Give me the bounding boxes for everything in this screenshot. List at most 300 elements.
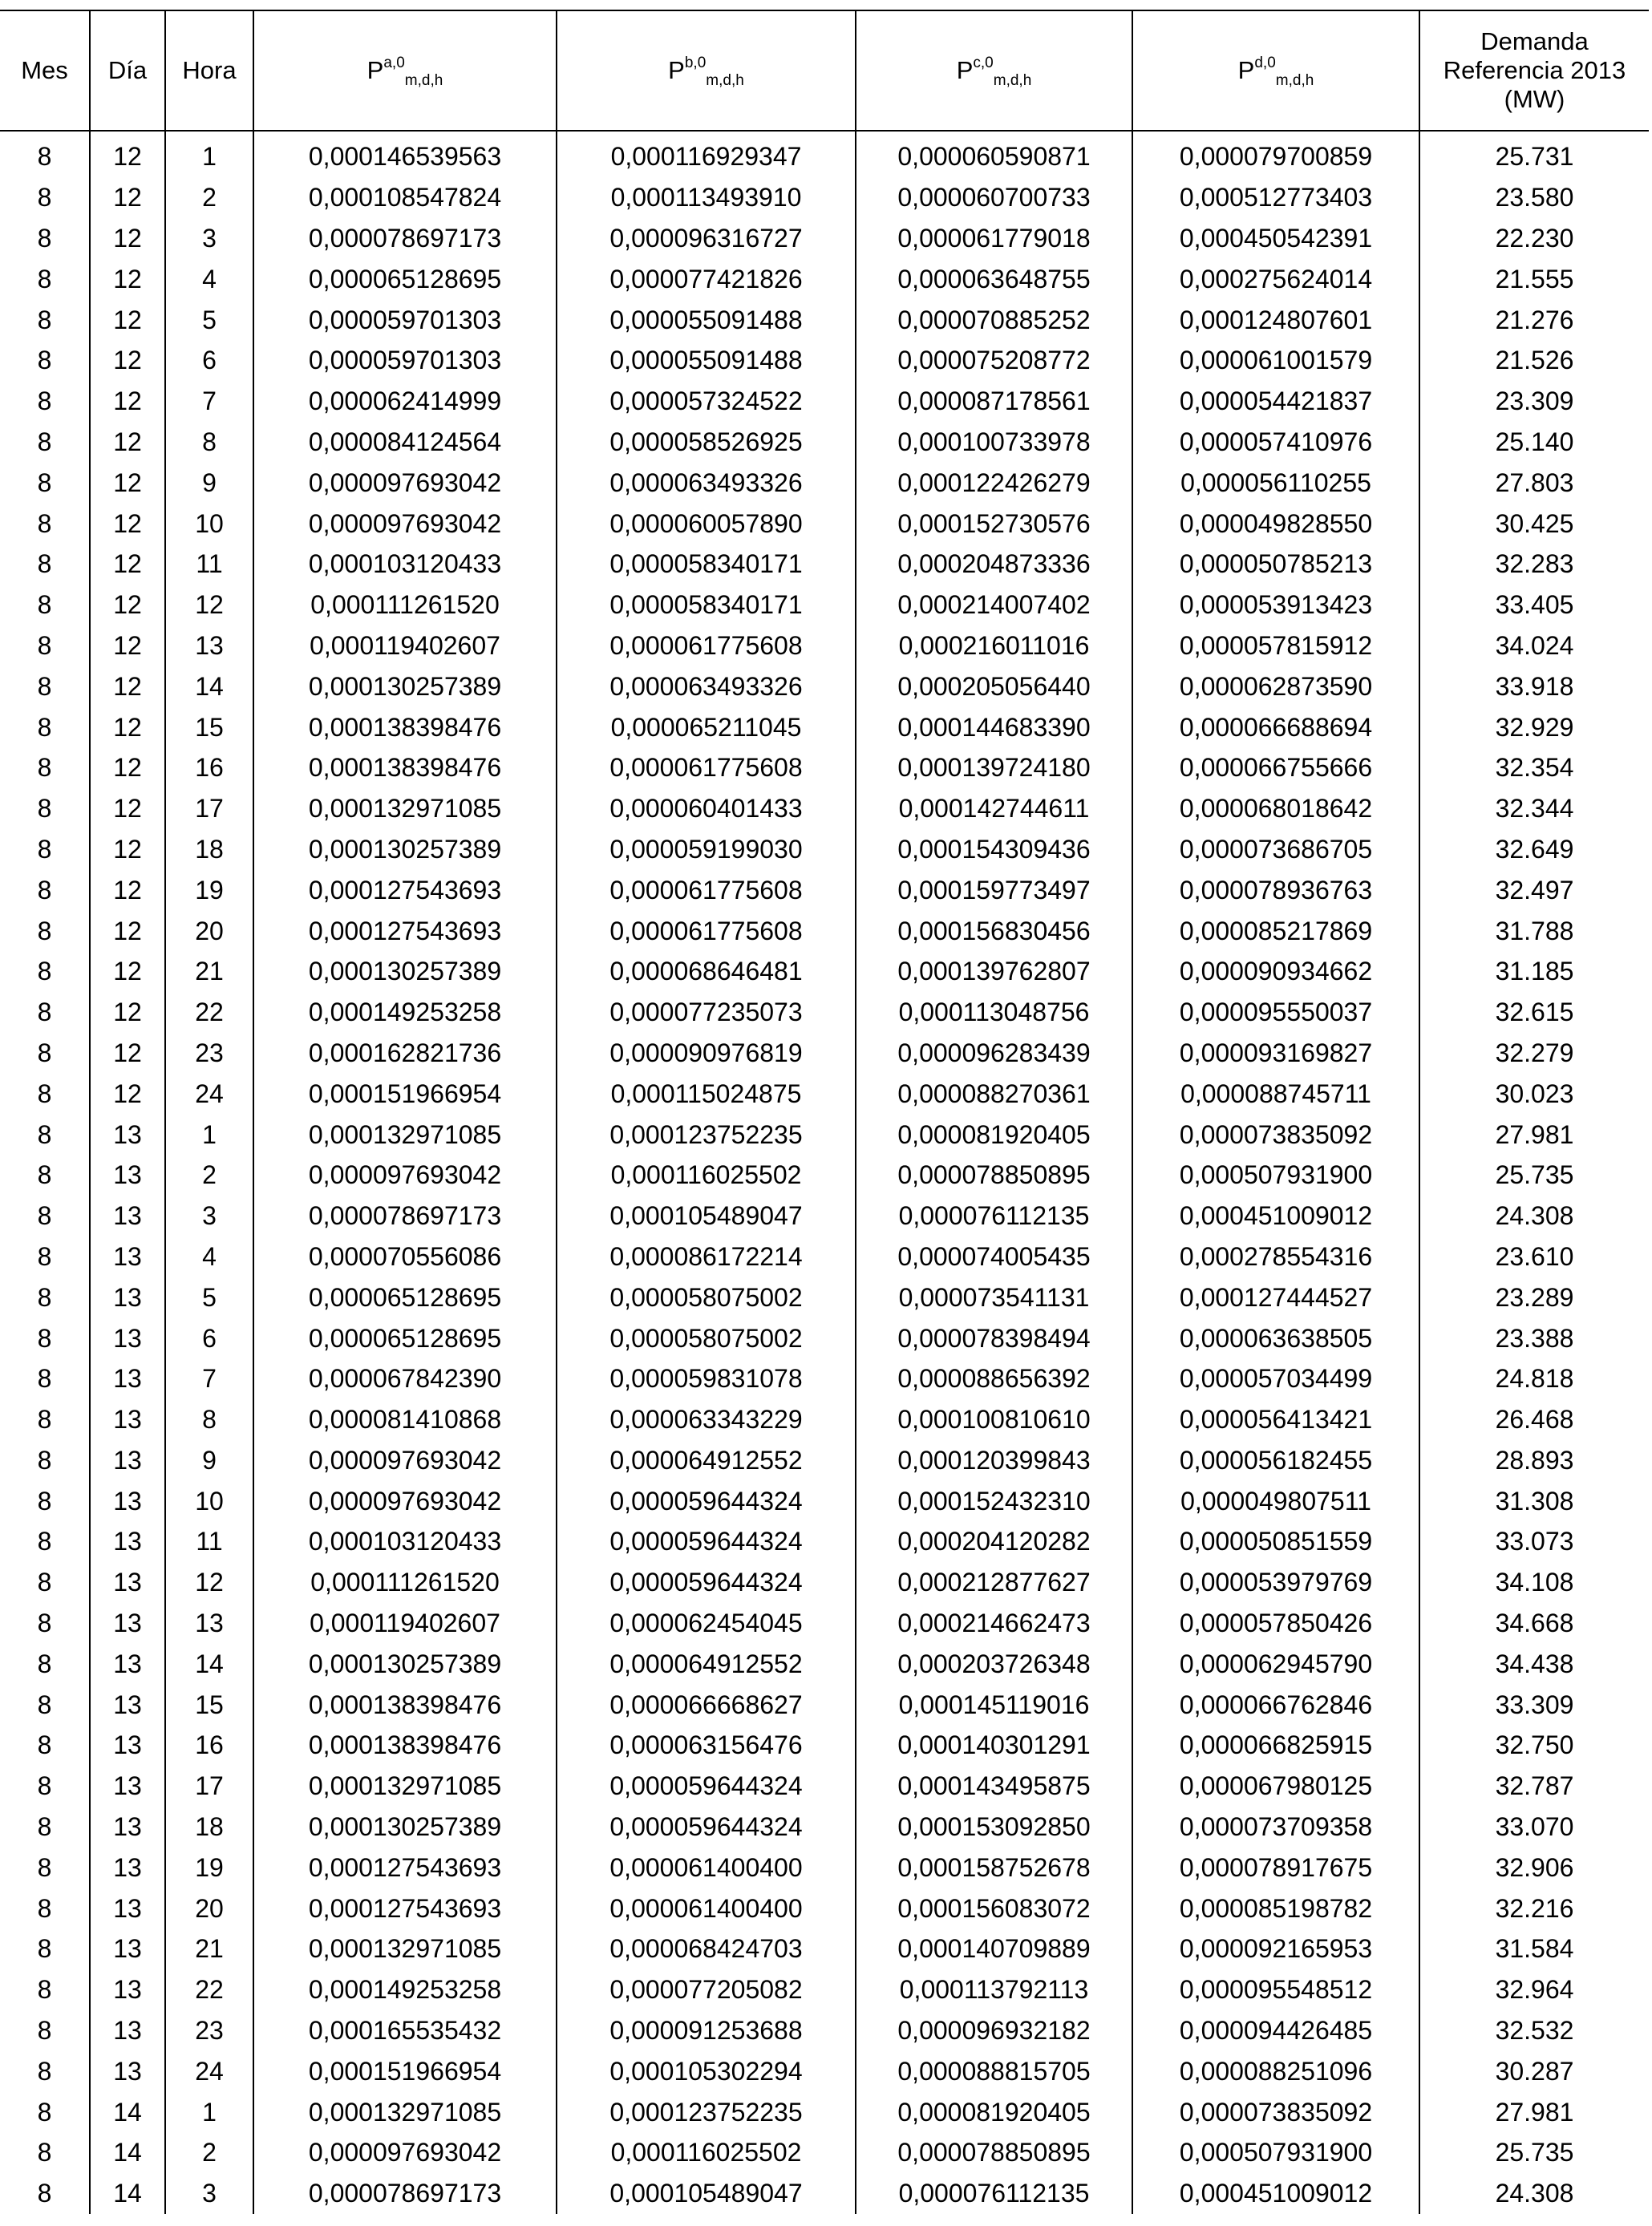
cell-hora: 15 [165, 1684, 253, 1725]
cell-demanda: 30.425 [1419, 503, 1649, 544]
cell-pb: 0,000064912552 [557, 1440, 856, 1481]
table-row [0, 1603, 1649, 1644]
cell-pa: 0,000132971085 [253, 2091, 557, 2132]
cell-mes: 8 [37, 2138, 52, 2167]
cell-demanda: 23.580 [1419, 177, 1649, 218]
cell-pb: 0,000059644324 [557, 1562, 856, 1603]
cell-pc: 0,000075208772 [856, 340, 1132, 381]
cell-pb: 0,000115024875 [557, 1073, 856, 1114]
cell-pa: 0,000059701303 [253, 340, 557, 381]
cell-pd: 0,000093169827 [1132, 1033, 1419, 1074]
cell-hora: 23 [165, 2010, 253, 2051]
header-row [0, 10, 1649, 131]
table-row [0, 503, 1649, 544]
cell-mes: 8 [37, 549, 52, 579]
cell-demanda: 28.893 [1419, 1440, 1649, 1481]
cell-pc: 0,000088270361 [856, 1073, 1132, 1114]
cell-dia: 13 [90, 1684, 165, 1725]
table-row [0, 1196, 1649, 1236]
table-row [0, 1236, 1649, 1277]
cell-pa: 0,000132971085 [253, 1766, 557, 1807]
cell-hora: 19 [165, 1847, 253, 1888]
cell-pb: 0,000060401433 [557, 788, 856, 829]
cell-mes: 8 [37, 1079, 52, 1108]
cell-pb: 0,000113493910 [557, 177, 856, 218]
cell-pa: 0,000119402607 [253, 625, 557, 666]
cell-hora: 5 [165, 299, 253, 340]
cell-pc: 0,000078850895 [856, 1155, 1132, 1196]
cell-demanda: 32.532 [1419, 2010, 1649, 2051]
table-row [0, 585, 1649, 625]
cell-dia: 13 [90, 1562, 165, 1603]
cell-mes: 8 [37, 1241, 52, 1271]
cell-demanda: 32.354 [1419, 747, 1649, 788]
header-dia: Día [90, 10, 165, 131]
cell-hora: 10 [165, 503, 253, 544]
cell-pd: 0,000085198782 [1132, 1888, 1419, 1929]
cell-pc: 0,000214007402 [856, 585, 1132, 625]
cell-hora: 2 [165, 1155, 253, 1196]
cell-pd: 0,000056182455 [1132, 1440, 1419, 1481]
cell-pc: 0,000113792113 [856, 1969, 1132, 2010]
cell-pd: 0,000073709358 [1132, 1807, 1419, 1848]
cell-pb: 0,000063156476 [557, 1725, 856, 1766]
cell-dia: 14 [90, 2091, 165, 2132]
table-row [0, 1766, 1649, 1807]
cell-mes: 8 [37, 183, 52, 212]
cell-hora: 11 [165, 1521, 253, 1562]
cell-demanda: 31.788 [1419, 910, 1649, 951]
table-row [0, 1969, 1649, 2010]
cell-dia: 13 [90, 1358, 165, 1399]
cell-mes: 8 [37, 264, 52, 293]
cell-mes: 8 [37, 2179, 52, 2208]
cell-demanda: 33.309 [1419, 1684, 1649, 1725]
cell-pc: 0,000100810610 [856, 1399, 1132, 1440]
cell-pc: 0,000156830456 [856, 910, 1132, 951]
cell-dia: 13 [90, 1399, 165, 1440]
cell-pb: 0,000105489047 [557, 1196, 856, 1236]
cell-hora: 6 [165, 1317, 253, 1358]
cell-dia: 13 [90, 1521, 165, 1562]
cell-pd: 0,000275624014 [1132, 258, 1419, 299]
table-row [0, 1725, 1649, 1766]
cell-demanda: 21.555 [1419, 258, 1649, 299]
header-pd-sup: d,0 [1254, 55, 1276, 71]
cell-hora: 8 [165, 1399, 253, 1440]
table-row [0, 544, 1649, 585]
cell-pa: 0,000070556086 [253, 1236, 557, 1277]
table-row [0, 1440, 1649, 1481]
cell-pd: 0,000090934662 [1132, 951, 1419, 992]
cell-demanda: 32.216 [1419, 1888, 1649, 1929]
cell-mes: 8 [37, 1486, 52, 1516]
cell-pd: 0,000124807601 [1132, 299, 1419, 340]
cell-demanda: 23.309 [1419, 381, 1649, 422]
cell-mes: 8 [37, 223, 52, 253]
cell-pa: 0,000081410868 [253, 1399, 557, 1440]
cell-mes: 8 [37, 1568, 52, 1597]
cell-hora: 2 [165, 2132, 253, 2173]
cell-pd: 0,000053913423 [1132, 585, 1419, 625]
header-pa-sub: m,d,h [404, 72, 443, 89]
cell-pd: 0,000057850426 [1132, 1603, 1419, 1644]
header-pc [856, 10, 1132, 131]
table-row [0, 422, 1649, 463]
cell-demanda: 33.070 [1419, 1807, 1649, 1848]
cell-pb: 0,000065211045 [557, 706, 856, 747]
header-demanda-line-2: Referencia 2013 [1443, 56, 1626, 84]
cell-mes: 8 [37, 1649, 52, 1678]
header-pc-base: P [956, 56, 974, 84]
cell-pc: 0,000156083072 [856, 1888, 1132, 1929]
cell-pb: 0,000059644324 [557, 1480, 856, 1521]
cell-hora: 16 [165, 1725, 253, 1766]
cell-pd: 0,000073835092 [1132, 2091, 1419, 2132]
table-row [0, 1277, 1649, 1317]
cell-dia: 12 [90, 218, 165, 259]
cell-pc: 0,000096283439 [856, 1033, 1132, 1074]
cell-pd: 0,000450542391 [1132, 218, 1419, 259]
cell-pc: 0,000159773497 [856, 869, 1132, 910]
cell-mes: 8 [37, 2056, 52, 2086]
cell-pc: 0,000081920405 [856, 2091, 1132, 2132]
cell-pc: 0,000078398494 [856, 1317, 1132, 1358]
cell-pc: 0,000088656392 [856, 1358, 1132, 1399]
cell-pc: 0,000073541131 [856, 1277, 1132, 1317]
cell-pa: 0,000130257389 [253, 1807, 557, 1848]
table-row [0, 1847, 1649, 1888]
cell-pc: 0,000158752678 [856, 1847, 1132, 1888]
header-pa-sup: a,0 [383, 55, 405, 71]
cell-pc: 0,000212877627 [856, 1562, 1132, 1603]
cell-hora: 7 [165, 1358, 253, 1399]
cell-hora: 18 [165, 1807, 253, 1848]
cell-mes: 8 [37, 957, 52, 986]
cell-hora: 22 [165, 1969, 253, 2010]
cell-demanda: 32.964 [1419, 1969, 1649, 2010]
cell-demanda: 25.731 [1419, 131, 1649, 177]
cell-pd: 0,000451009012 [1132, 1196, 1419, 1236]
cell-mes: 8 [37, 875, 52, 905]
cell-demanda: 31.308 [1419, 1480, 1649, 1521]
cell-pa: 0,000065128695 [253, 258, 557, 299]
cell-dia: 12 [90, 299, 165, 340]
cell-demanda: 32.929 [1419, 706, 1649, 747]
cell-mes: 8 [37, 671, 52, 701]
cell-pa: 0,000065128695 [253, 1317, 557, 1358]
cell-dia: 13 [90, 2010, 165, 2051]
cell-mes: 8 [37, 467, 52, 497]
cell-pa: 0,000132971085 [253, 788, 557, 829]
header-pd-sub: m,d,h [1275, 72, 1314, 89]
cell-hora: 15 [165, 706, 253, 747]
cell-demanda: 24.308 [1419, 2173, 1649, 2214]
cell-demanda: 33.073 [1419, 1521, 1649, 1562]
cell-pa: 0,000127543693 [253, 1888, 557, 1929]
cell-hora: 6 [165, 340, 253, 381]
table-row [0, 625, 1649, 666]
cell-pa: 0,000097693042 [253, 2132, 557, 2173]
cell-pc: 0,000205056440 [856, 666, 1132, 706]
cell-pc: 0,000100733978 [856, 422, 1132, 463]
cell-pa: 0,000097693042 [253, 1480, 557, 1521]
header-pb-base: P [668, 56, 685, 84]
cell-hora: 9 [165, 462, 253, 503]
table-row [0, 2091, 1649, 2132]
cell-pc: 0,000120399843 [856, 1440, 1132, 1481]
cell-dia: 13 [90, 1440, 165, 1481]
cell-hora: 3 [165, 2173, 253, 2214]
cell-pd: 0,000057410976 [1132, 422, 1419, 463]
cell-pb: 0,000059644324 [557, 1521, 856, 1562]
cell-demanda: 27.803 [1419, 462, 1649, 503]
cell-hora: 21 [165, 1929, 253, 1969]
cell-mes: 8 [37, 916, 52, 945]
cell-dia: 13 [90, 1317, 165, 1358]
cell-pd: 0,000056110255 [1132, 462, 1419, 503]
cell-dia: 12 [90, 1033, 165, 1074]
table-row [0, 1033, 1649, 1074]
cell-dia: 13 [90, 1155, 165, 1196]
cell-pc: 0,000076112135 [856, 1196, 1132, 1236]
cell-pd: 0,000050785213 [1132, 544, 1419, 585]
cell-dia: 12 [90, 706, 165, 747]
cell-mes: 8 [37, 1119, 52, 1149]
cell-demanda: 31.185 [1419, 951, 1649, 992]
cell-hora: 5 [165, 1277, 253, 1317]
cell-dia: 13 [90, 1603, 165, 1644]
header-demanda [1419, 10, 1649, 131]
cell-pb: 0,000086172214 [557, 1236, 856, 1277]
table-row [0, 1643, 1649, 1684]
cell-pb: 0,000063493326 [557, 462, 856, 503]
cell-hora: 17 [165, 1766, 253, 1807]
table-row [0, 2010, 1649, 2051]
cell-mes: 8 [37, 712, 52, 742]
cell-pb: 0,000066668627 [557, 1684, 856, 1725]
cell-dia: 12 [90, 788, 165, 829]
table-row [0, 258, 1649, 299]
header-pd [1132, 10, 1419, 131]
cell-pa: 0,000078697173 [253, 1196, 557, 1236]
cell-hora: 13 [165, 1603, 253, 1644]
table-row [0, 2050, 1649, 2091]
cell-dia: 12 [90, 131, 165, 177]
cell-mes: 8 [37, 508, 52, 538]
cell-mes: 8 [37, 1405, 52, 1435]
cell-pa: 0,000127543693 [253, 869, 557, 910]
table-row [0, 177, 1649, 218]
cell-pa: 0,000119402607 [253, 1603, 557, 1644]
cell-pb: 0,000123752235 [557, 2091, 856, 2132]
cell-pc: 0,000145119016 [856, 1684, 1132, 1725]
cell-pd: 0,000073686705 [1132, 829, 1419, 870]
cell-pc: 0,000060700733 [856, 177, 1132, 218]
table-row [0, 951, 1649, 992]
table-row [0, 1155, 1649, 1196]
cell-demanda: 32.906 [1419, 1847, 1649, 1888]
cell-pa: 0,000162821736 [253, 1033, 557, 1074]
cell-pd: 0,000095548512 [1132, 1969, 1419, 2010]
cell-mes: 8 [37, 1690, 52, 1719]
cell-pd: 0,000088745711 [1132, 1073, 1419, 1114]
cell-pc: 0,000088815705 [856, 2050, 1132, 2091]
cell-mes: 8 [37, 1609, 52, 1638]
cell-pb: 0,000061775608 [557, 747, 856, 788]
table-row [0, 1114, 1649, 1155]
cell-pd: 0,000079700859 [1132, 131, 1419, 177]
cell-hora: 1 [165, 131, 253, 177]
cell-pd: 0,000095550037 [1132, 992, 1419, 1033]
cell-dia: 12 [90, 503, 165, 544]
cell-pa: 0,000078697173 [253, 2173, 557, 2214]
cell-pb: 0,000064912552 [557, 1643, 856, 1684]
cell-pd: 0,000057034499 [1132, 1358, 1419, 1399]
cell-dia: 13 [90, 1196, 165, 1236]
cell-pa: 0,000130257389 [253, 951, 557, 992]
cell-dia: 14 [90, 2132, 165, 2173]
cell-pd: 0,000512773403 [1132, 177, 1419, 218]
cell-pb: 0,000058526925 [557, 422, 856, 463]
cell-hora: 4 [165, 1236, 253, 1277]
cell-demanda: 32.497 [1419, 869, 1649, 910]
cell-dia: 12 [90, 422, 165, 463]
cell-pa: 0,000103120433 [253, 544, 557, 585]
cell-pc: 0,000142744611 [856, 788, 1132, 829]
table-row [0, 1521, 1649, 1562]
cell-pa: 0,000165535432 [253, 2010, 557, 2051]
cell-pa: 0,000138398476 [253, 1725, 557, 1766]
cell-pd: 0,000507931900 [1132, 1155, 1419, 1196]
cell-mes: 8 [37, 1201, 52, 1231]
cell-demanda: 24.308 [1419, 1196, 1649, 1236]
cell-pc: 0,000216011016 [856, 625, 1132, 666]
table-row [0, 666, 1649, 706]
cell-pc: 0,000139762807 [856, 951, 1132, 992]
cell-pd: 0,000050851559 [1132, 1521, 1419, 1562]
cell-dia: 13 [90, 1277, 165, 1317]
cell-pd: 0,000054421837 [1132, 381, 1419, 422]
header-pb-sub: m,d,h [706, 72, 744, 89]
table-row [0, 1480, 1649, 1521]
cell-pd: 0,000085217869 [1132, 910, 1419, 951]
cell-pb: 0,000058075002 [557, 1277, 856, 1317]
cell-pd: 0,000088251096 [1132, 2050, 1419, 2091]
cell-pa: 0,000127543693 [253, 910, 557, 951]
cell-demanda: 24.818 [1419, 1358, 1649, 1399]
cell-hora: 8 [165, 422, 253, 463]
cell-pa: 0,000108547824 [253, 177, 557, 218]
cell-pd: 0,000067980125 [1132, 1766, 1419, 1807]
cell-hora: 20 [165, 910, 253, 951]
cell-demanda: 23.610 [1419, 1236, 1649, 1277]
cell-pc: 0,000152730576 [856, 503, 1132, 544]
table-row [0, 218, 1649, 259]
cell-pc: 0,000214662473 [856, 1603, 1132, 1644]
cell-demanda: 21.526 [1419, 340, 1649, 381]
demand-coefficients-table [0, 10, 1649, 2214]
cell-pb: 0,000062454045 [557, 1603, 856, 1644]
cell-pc: 0,000081920405 [856, 1114, 1132, 1155]
cell-dia: 12 [90, 544, 165, 585]
cell-pa: 0,000097693042 [253, 462, 557, 503]
cell-pb: 0,000091253688 [557, 2010, 856, 2051]
table-row [0, 2173, 1649, 2214]
cell-pa: 0,000059701303 [253, 299, 557, 340]
cell-pb: 0,000059831078 [557, 1358, 856, 1399]
cell-pb: 0,000061775608 [557, 869, 856, 910]
cell-dia: 13 [90, 1236, 165, 1277]
cell-mes: 8 [37, 305, 52, 334]
cell-mes: 8 [37, 2097, 52, 2127]
cell-demanda: 22.230 [1419, 218, 1649, 259]
cell-pa: 0,000127543693 [253, 1847, 557, 1888]
cell-hora: 11 [165, 544, 253, 585]
cell-dia: 13 [90, 1480, 165, 1521]
cell-hora: 10 [165, 1480, 253, 1521]
cell-pd: 0,000061001579 [1132, 340, 1419, 381]
cell-mes: 8 [37, 427, 52, 456]
table-row [0, 910, 1649, 951]
cell-pa: 0,000151966954 [253, 2050, 557, 2091]
cell-mes: 8 [37, 1730, 52, 1760]
cell-demanda: 32.279 [1419, 1033, 1649, 1074]
cell-mes: 8 [37, 142, 52, 172]
cell-hora: 2 [165, 177, 253, 218]
table-row [0, 1358, 1649, 1399]
table-row [0, 299, 1649, 340]
header-mes: Mes [0, 10, 90, 131]
cell-mes: 8 [37, 1445, 52, 1475]
cell-pd: 0,000507931900 [1132, 2132, 1419, 2173]
table-row [0, 1929, 1649, 1969]
cell-demanda: 32.344 [1419, 788, 1649, 829]
cell-pb: 0,000077205082 [557, 1969, 856, 2010]
cell-dia: 13 [90, 1725, 165, 1766]
cell-pa: 0,000067842390 [253, 1358, 557, 1399]
cell-dia: 12 [90, 951, 165, 992]
cell-dia: 12 [90, 829, 165, 870]
table-row [0, 131, 1649, 177]
table-row [0, 1399, 1649, 1440]
table-row [0, 869, 1649, 910]
cell-pb: 0,000055091488 [557, 340, 856, 381]
cell-dia: 12 [90, 585, 165, 625]
table-row [0, 1073, 1649, 1114]
cell-pb: 0,000077235073 [557, 992, 856, 1033]
cell-pd: 0,000063638505 [1132, 1317, 1419, 1358]
cell-pa: 0,000151966954 [253, 1073, 557, 1114]
cell-dia: 13 [90, 1766, 165, 1807]
cell-pa: 0,000097693042 [253, 1155, 557, 1196]
cell-hora: 12 [165, 585, 253, 625]
cell-dia: 12 [90, 910, 165, 951]
cell-pb: 0,000116929347 [557, 131, 856, 177]
cell-pb: 0,000061775608 [557, 910, 856, 951]
cell-pc: 0,000203726348 [856, 1643, 1132, 1684]
cell-pc: 0,000096932182 [856, 2010, 1132, 2051]
cell-dia: 13 [90, 1929, 165, 1969]
cell-mes: 8 [37, 1038, 52, 1067]
cell-mes: 8 [37, 1893, 52, 1923]
cell-mes: 8 [37, 794, 52, 824]
cell-pb: 0,000061400400 [557, 1888, 856, 1929]
cell-dia: 12 [90, 747, 165, 788]
cell-dia: 12 [90, 258, 165, 299]
header-pb [557, 10, 856, 131]
cell-pb: 0,000060057890 [557, 503, 856, 544]
